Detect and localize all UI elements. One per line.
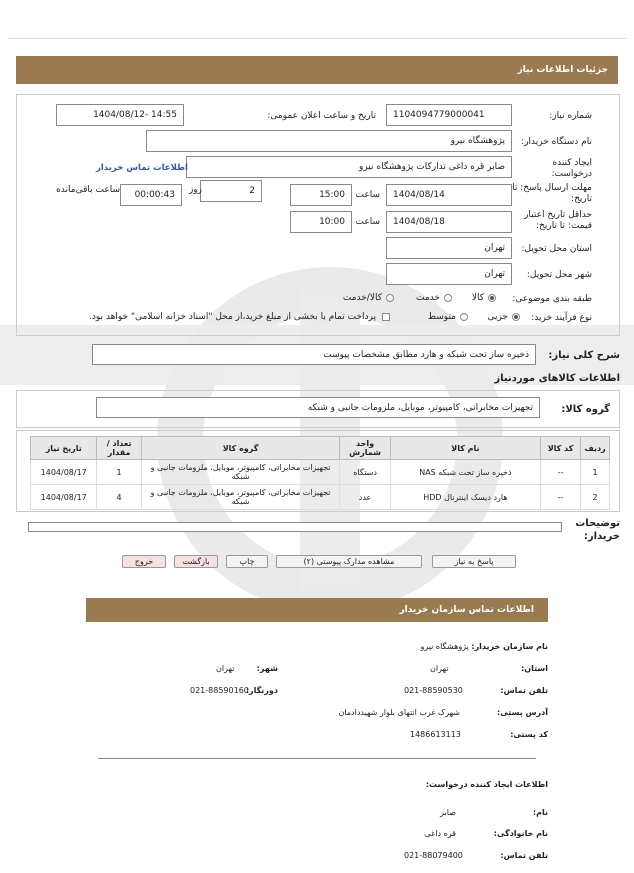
row-group: تجهیزات مخابراتی، کامپیوتر، موبایل، ملزومات جانبی و شبکه [141, 460, 340, 485]
contact-address-value: شهرک غرب انتهای بلوار شهیددادمان [338, 708, 460, 717]
creator-family-value: قره داغی [424, 829, 456, 838]
process-radio-medium[interactable] [460, 313, 468, 321]
category-radio-goods[interactable] [488, 294, 496, 302]
category-radio-service[interactable] [444, 294, 452, 302]
row-index: 1 [581, 460, 610, 485]
col-name: نام کالا [390, 437, 540, 460]
row-qty: 1 [97, 460, 141, 485]
summary-field: ذخیره ساز تحت شبکه و هارد مطابق مشخصات پیوست [92, 344, 536, 365]
remaining-time-field: 00:00:43 [120, 184, 182, 206]
deadline-time-label: ساعت [355, 190, 380, 200]
row-name: ذخیره ساز تحت شبکه NAS [390, 460, 540, 485]
contact-phone-value: 021-88590530 [404, 686, 463, 695]
items-table-header [31, 437, 610, 460]
row-code: -- [540, 485, 580, 510]
col-row: ردیف [581, 437, 610, 460]
page-header-bar [16, 56, 618, 84]
province-field: تهران [386, 237, 512, 259]
creator-name-value: صابر [440, 808, 456, 817]
goods-group-field: تجهیزات مخابراتی، کامپیوتر، موبایل، ملزومات جانبی و شبکه [96, 397, 540, 418]
treasury-note: پرداخت تمام یا بخشی از مبلغ خرید،از محل "اسناد خزانه اسلامی" خواهد بود. [88, 312, 376, 322]
min-validity-label-1: حداقل تاریخ اعتبار [524, 210, 592, 220]
contact-divider [98, 758, 536, 759]
contact-title: اطلاعات تماس سازمان خریدار [399, 605, 534, 615]
min-validity-label-2: قیمت: تا تاریخ: [536, 221, 592, 231]
creator-phone-label: تلفن تماس: [500, 851, 548, 860]
buyer-notes-field [28, 522, 562, 532]
goods-info-title: اطلاعات کالاهای موردنیاز [494, 373, 620, 384]
creator-field: صابر قره داغی تدارکات پژوهشگاه نیرو [186, 156, 512, 178]
table-row [31, 485, 610, 510]
process-minor-label: جزیی [487, 312, 508, 322]
row-code: -- [540, 460, 580, 485]
creator-name-label: نام: [532, 808, 548, 817]
province-label: استان محل تحویل: [521, 244, 592, 254]
page-title: جزئیات اطلاعات نیاز [517, 65, 608, 75]
row-name: هارد دیسک اینترنال HDD [390, 485, 540, 510]
min-validity-time-field: 10:00 [290, 211, 352, 233]
creator-label-1: ایجاد کننده [552, 158, 592, 168]
creator-phone-value: 021-88079400 [404, 851, 463, 860]
contact-phone-label: تلفن تماس: [500, 686, 548, 695]
creator-info-title: اطلاعات ایجاد کننده درخواست: [425, 780, 548, 789]
back-button[interactable]: بازگشت [174, 555, 218, 568]
items-table [30, 436, 610, 510]
treasury-checkbox[interactable] [382, 313, 390, 321]
contact-postal-value: 1486613113 [410, 730, 461, 739]
contact-org-row [420, 642, 548, 651]
deadline-time-field: 15:00 [290, 184, 352, 206]
city-field: تهران [386, 263, 512, 285]
creator-family-label: نام خانوادگی: [493, 829, 548, 838]
row-unit: دستگاه [340, 460, 390, 485]
col-date: تاریخ نیاز [31, 437, 97, 460]
goods-group-label: گروه کالا: [561, 404, 610, 415]
table-row [31, 460, 610, 485]
contact-fax-label: دورنگار: [245, 686, 278, 695]
col-qty: تعداد / مقدار [97, 437, 141, 460]
category-service-label: خدمت [416, 293, 440, 303]
announce-date-field: 1404/08/12- 14:55 [56, 104, 184, 126]
remaining-time-label: ساعت باقی‌مانده [56, 185, 120, 195]
min-validity-date-field: 1404/08/18 [386, 211, 512, 233]
exit-button[interactable]: خروج [122, 555, 166, 568]
category-label: طبقه بندی موضوعی: [512, 294, 592, 304]
deadline-label-2: تاریخ: [571, 194, 592, 204]
view-attachments-button[interactable]: مشاهده مدارک پیوستی (۲) [276, 555, 422, 568]
process-medium-label: متوسط [427, 312, 456, 322]
city-label: شهر محل تحویل: [526, 270, 592, 280]
need-number-field: 1104094779000041 [386, 104, 512, 126]
buyer-org-label: نام دستگاه خریدار: [521, 137, 592, 147]
creator-label-2: درخواست: [551, 169, 592, 179]
process-label: نوع فرآیند خرید: [531, 313, 592, 323]
row-index: 2 [581, 485, 610, 510]
contact-province-value: تهران [430, 664, 449, 673]
contact-address-label: آدرس پستی: [497, 708, 548, 717]
min-validity-time-label: ساعت [355, 217, 380, 227]
process-radio-minor[interactable] [512, 313, 520, 321]
contact-org-label: نام سازمان خریدار: [471, 642, 548, 651]
col-unit: واحد شمارش [340, 437, 390, 460]
contact-city-value: تهران [216, 664, 235, 673]
row-unit: عدد [340, 485, 390, 510]
contact-province-label: استان: [521, 664, 548, 673]
contact-fax-value: 021-88590160 [190, 686, 249, 695]
announce-date-label: تاریخ و ساعت اعلان عمومی: [267, 111, 376, 121]
col-code: کد کالا [540, 437, 580, 460]
row-date: 1404/08/17 [31, 485, 97, 510]
category-radio-goods-service[interactable] [386, 294, 394, 302]
remaining-days-field: 2 [200, 180, 262, 202]
row-date: 1404/08/17 [31, 460, 97, 485]
print-button[interactable]: چاپ [226, 555, 268, 568]
buyer-contact-link[interactable]: اطلاعات تماس خریدار [96, 163, 188, 173]
deadline-label-1: مهلت ارسال پاسخ: تا [512, 183, 592, 193]
summary-label: شرح کلی نیاز: [548, 350, 620, 361]
need-number-label: شماره نیاز: [549, 111, 592, 121]
contact-org-value: پژوهشگاه نیرو [420, 642, 469, 651]
row-group: تجهیزات مخابراتی، کامپیوتر، موبایل، ملزومات جانبی و شبکه [141, 485, 340, 510]
remaining-days-label: روز [188, 185, 202, 195]
category-goods-label: کالا [471, 293, 484, 303]
contact-postal-label: کد پستی: [510, 730, 548, 739]
buyer-org-field: پژوهشگاه نیرو [146, 130, 512, 152]
respond-button[interactable]: پاسخ به نیاز [432, 555, 516, 568]
contact-city-label: شهر: [256, 664, 278, 673]
row-qty: 4 [97, 485, 141, 510]
category-goods-service-label: کالا/خدمت [342, 293, 382, 303]
col-group: گروه کالا [141, 437, 340, 460]
deadline-date-field: 1404/08/14 [386, 184, 512, 206]
contact-header-bar [86, 598, 548, 622]
buyer-notes-label: توضیحات خریدار: [575, 518, 620, 542]
